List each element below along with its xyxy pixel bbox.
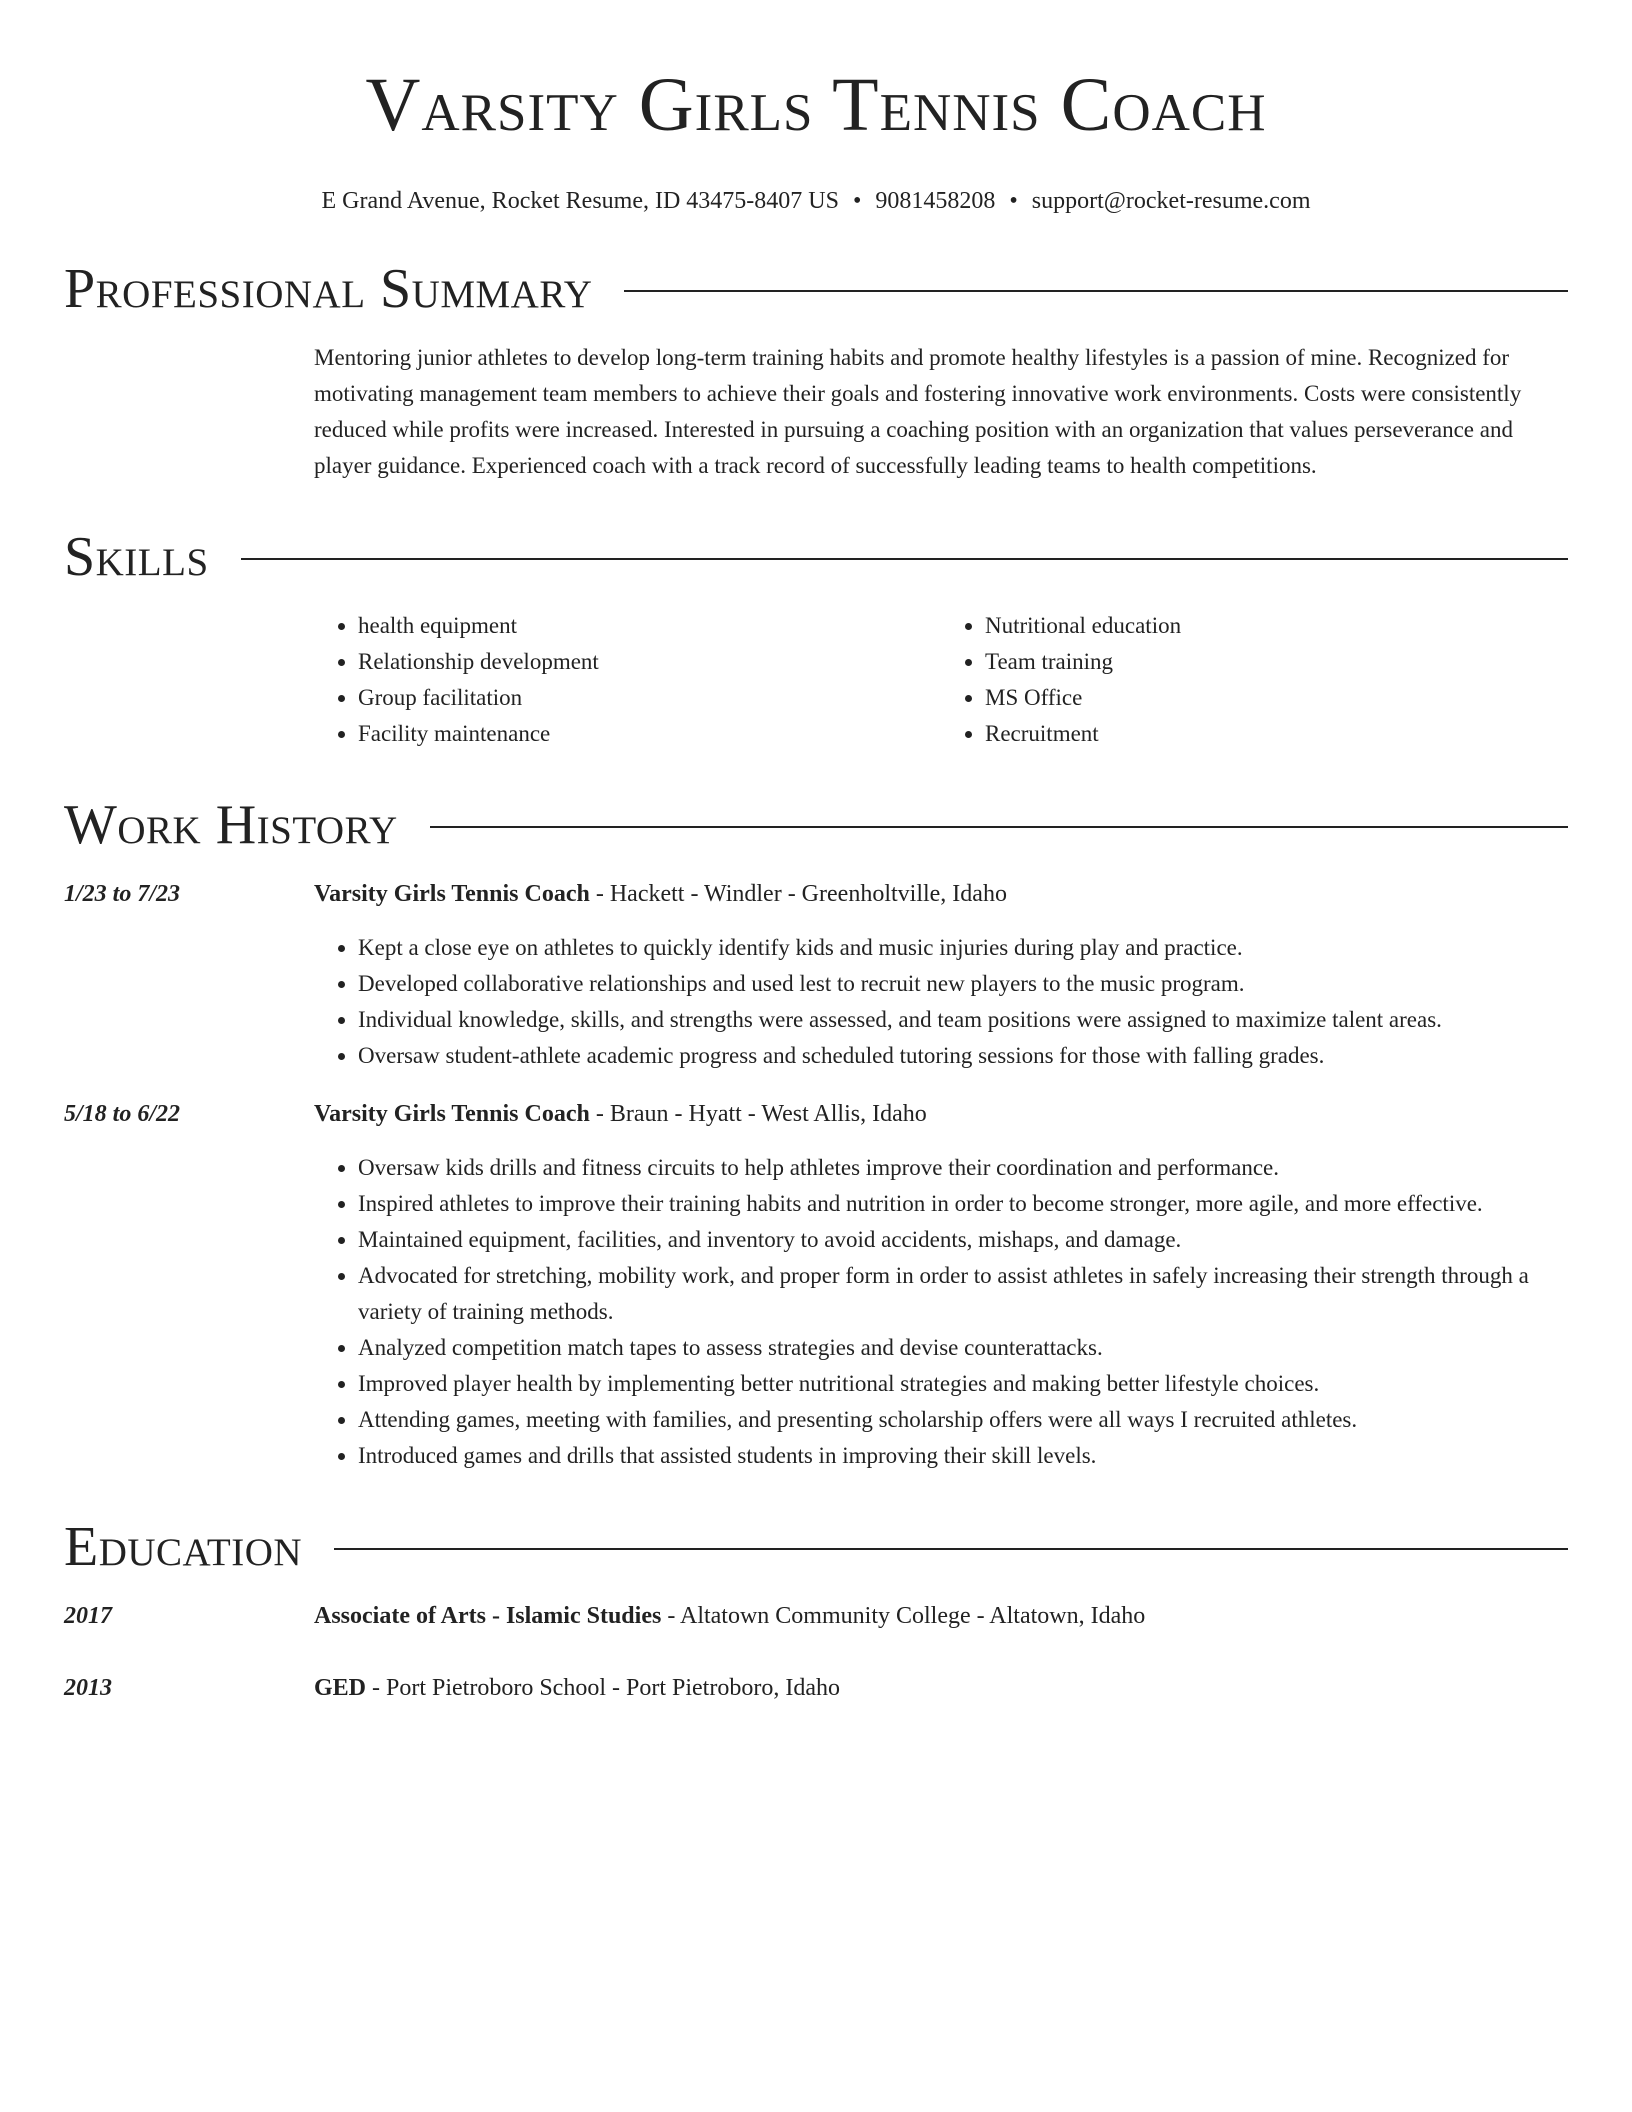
- skill-item: • Nutritional education: [985, 608, 1568, 644]
- job-details: - Hackett - Windler - Greenholtville, Idaho: [589, 881, 1007, 907]
- skill-item: • health equipment: [358, 608, 941, 644]
- education-line: [314, 1670, 840, 1706]
- resume-name: Varsity Girls Tennis Coach: [365, 63, 1267, 147]
- job-title-line: [314, 876, 1442, 912]
- skills-heading: Skills: [64, 526, 209, 588]
- summary-text: Mentoring junior athletes to develop long-term training habits and promote healthy lifestyles is a passion of mine. Recognized for motivating management team members to achieve their goals and fostering innovative work environments. Costs were consistently reduced while profits were increased. Interested in pursuing a coaching position with an organization that values perseverance and player guidance. Experienced coach with a track record of successfully leading teams to health competitions.: [314, 345, 1522, 478]
- education-details: - Port Pietroboro School - Port Pietroboro, Idaho: [366, 1675, 840, 1701]
- job-title-line: [314, 1096, 1568, 1132]
- skill-item: • MS Office: [985, 680, 1568, 716]
- job-entry: [64, 1096, 1568, 1474]
- skills-list: [314, 608, 1568, 752]
- job-dates: 1/23 to 7/23: [64, 881, 181, 907]
- section-divider: [430, 826, 1568, 828]
- education-section-header: [64, 1514, 1568, 1580]
- job-title: Varsity Girls Tennis Coach: [314, 881, 590, 907]
- contact-phone: 9081458208: [875, 188, 996, 214]
- job-title: Varsity Girls Tennis Coach: [314, 1101, 590, 1127]
- skill-item: • Recruitment: [985, 716, 1568, 752]
- job-bullets: [314, 1150, 1568, 1474]
- job-body: [314, 876, 1442, 1074]
- job-bullet: • Maintained equipment, facilities, and inventory to avoid accidents, mishaps, and damage.: [358, 1222, 1568, 1258]
- section-divider: [241, 558, 1568, 560]
- job-body: [314, 1096, 1568, 1474]
- job-bullet: • Oversaw student-athlete academic progress and scheduled tutoring sessions for those with falling grades.: [358, 1038, 1442, 1074]
- skills-column-right: [941, 608, 1568, 752]
- job-details: - Braun - Hyatt - West Allis, Idaho: [589, 1101, 927, 1127]
- job-bullet: • Developed collaborative relationships and used lest to recruit new players to the music program.: [358, 966, 1442, 1002]
- job-bullet: • Advocated for stretching, mobility work, and proper form in order to assist athletes in safely increasing their strength through a variety of training methods.: [358, 1258, 1568, 1330]
- job-dates: 5/18 to 6/22: [64, 1101, 181, 1127]
- summary-section-header: [64, 256, 1568, 322]
- job-entry: [64, 876, 1568, 1074]
- section-divider: [624, 290, 1568, 292]
- job-bullet: • Individual knowledge, skills, and strengths were assessed, and team positions were assigned to maximize talent areas.: [358, 1002, 1442, 1038]
- education-heading: Education: [64, 1516, 303, 1578]
- section-divider: [334, 1548, 1568, 1550]
- job-bullet: • Introduced games and drills that assisted students in improving their skill levels.: [358, 1438, 1568, 1474]
- skills-section-header: [64, 524, 1568, 590]
- skill-item: • Group facilitation: [358, 680, 941, 716]
- education-details: - Altatown Community College - Altatown, Idaho: [661, 1603, 1146, 1629]
- education-entry: [64, 1670, 1568, 1706]
- job-bullet: • Improved player health by implementing better nutritional strategies and making better lifestyle choices.: [358, 1366, 1568, 1402]
- contact-line: [64, 186, 1568, 216]
- job-bullet: • Analyzed competition match tapes to assess strategies and devise counterattacks.: [358, 1330, 1568, 1366]
- education-degree: Associate of Arts - Islamic Studies: [314, 1603, 662, 1629]
- job-bullet: • Attending games, meeting with families, and presenting scholarship offers were all ways I recruited athletes.: [358, 1402, 1568, 1438]
- work-heading: Work History: [64, 794, 398, 856]
- job-bullets: [314, 930, 1442, 1074]
- skill-item: • Facility maintenance: [358, 716, 941, 752]
- skill-item: • Relationship development: [358, 644, 941, 680]
- education-year: 2013: [64, 1675, 112, 1701]
- education-entry: [64, 1598, 1568, 1634]
- job-bullet: • Inspired athletes to improve their training habits and nutrition in order to become stronger, more agile, and more effective.: [358, 1186, 1568, 1222]
- contact-separator: •: [1009, 188, 1018, 214]
- contact-address: E Grand Avenue, Rocket Resume, ID 43475-8407 US: [321, 188, 839, 214]
- summary-heading: Professional Summary: [64, 258, 593, 320]
- job-bullet: • Kept a close eye on athletes to quickly identify kids and music injuries during play and practice.: [358, 930, 1442, 966]
- skills-column-left: [314, 608, 941, 752]
- contact-separator: •: [852, 188, 862, 214]
- education-year: 2017: [64, 1603, 112, 1629]
- education-degree: GED: [314, 1675, 367, 1701]
- education-line: [314, 1598, 1145, 1634]
- job-bullet: • Oversaw kids drills and fitness circuits to help athletes improve their coordination and performance.: [358, 1150, 1568, 1186]
- contact-email: support@rocket-resume.com: [1031, 188, 1311, 214]
- work-section-header: [64, 792, 1568, 858]
- skill-item: • Team training: [985, 644, 1568, 680]
